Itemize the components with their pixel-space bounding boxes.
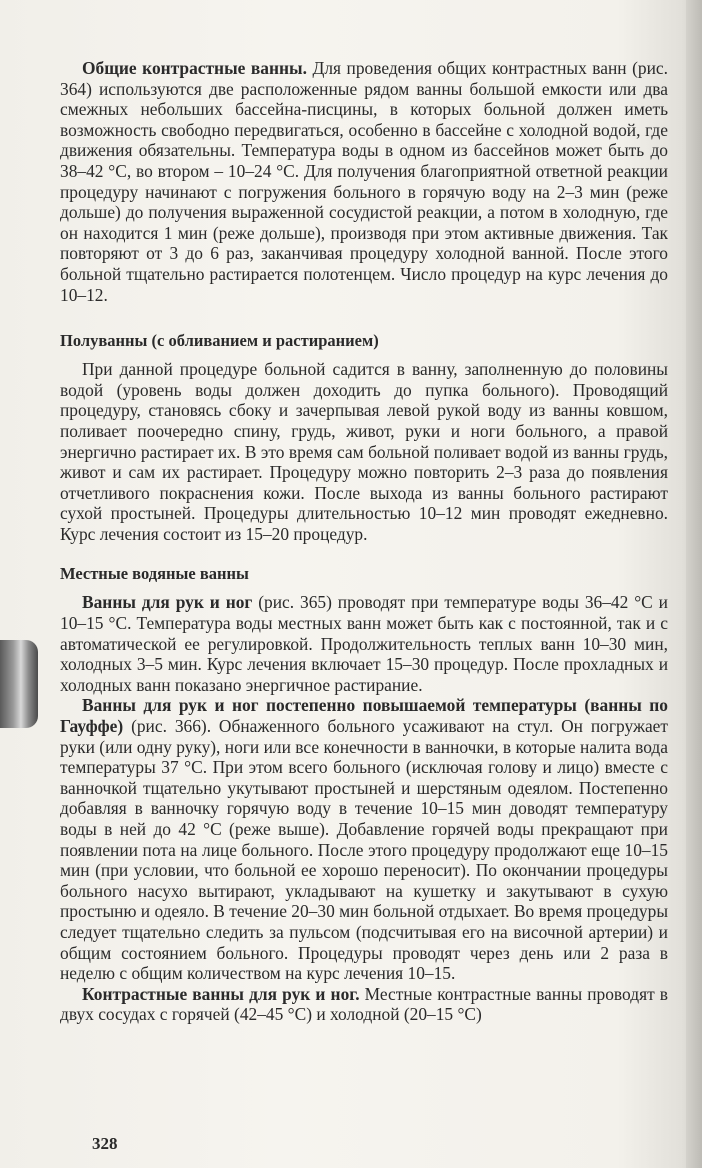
lead-hand-foot-baths: Ванны для рук и ног [82, 592, 253, 613]
binder-clip [0, 640, 38, 728]
lead-gauffe-baths: Ванны для рук и ног постепенно повышаемой температуры (ванны по Гауффе) [60, 695, 668, 737]
heading-half-baths: Полуванны (с обливанием и растиранием) [60, 331, 379, 351]
lead-contrast-hand-foot-baths: Контрастные ванны для рук и ног. [82, 983, 360, 1004]
paragraph-general-contrast-baths: Общие контрастные ванны. Для проведения общих контрастных ванн (рис. 364) используются две расположенные рядом ванны большой емкости или два смежных небольших бассейна-писцины, в которых больной должен иметь возможность свободно передвигаться, особенно в бассейне с холодной водой, где движения обязательны. Температура воды в одном из бассейнов может быть до 38–42 °С, во втором – 10–24 °С. Для получения благоприятной ответной реакции процедуру начинают с погружения больного в горячую воду на 2–3 мин (реже дольше) до получения выраженной сосудистой реакции, а потом в холодную, где он находится 1 мин (реже дольше), производя при этом активные движения. Так повторяют от 3 до 6 раз, заканчивая процедуру холодной ванной. После этого больной тщательно растирается полотенцем. Число процедур на курс лечения до 10–12. [60, 58, 668, 305]
page-body [60, 58, 668, 1025]
paragraph-contrast-hand-foot-baths: Контрастные ванны для рук и ног. Местные контрастные ванны проводят в двух сосудах с горячей (42–45 °С) и холодной (20–15 °С) [60, 983, 668, 1025]
paragraph-hand-foot-baths: Ванны для рук и ног (рис. 365) проводят при температуре воды 36–42 °С и 10–15 °С. Температура воды местных ванн может быть как с постоянной, так и с автоматической ее регулировкой. Продолжительность теплых ванн 10–30 мин, холодных 3–5 мин. Курс лечения включает 15–30 процедур. После прохладных и холодных ванн показано энергичное растирание. [60, 592, 668, 695]
paragraph-gauffe-baths: Ванны для рук и ног постепенно повышаемой температуры (ванны по Гауффе) (рис. 366). Обнаженного больного усаживают на стул. Он погружает руки (или одну руку), ноги или все конечности в ванночки, в которые налита вода температуры 37 °С. При этом всего больного (исключая голову и лицо) вместе с ванночкой тщательно укутывают простыней и шерстяным одеялом. Постепенно добавляя в ванночку горячую воду в течение 10–15 мин доводят температуру воды в ней до 42 °С (реже выше). Добавление горячей воды прекращают при появлении пота на лице больного. После этого процедуру продолжают еще 10–15 мин (при условии, что больной ее хорошо переносит). По окончании процедуры больного насухо вытирают, укладывают на кушетку и закутывают в сухую простыню и одеяло. В течение 20–30 мин больной отдыхает. Во время процедуры следует тщательно следить за пульсом (подсчитывая его на височной артерии) и общим состоянием больного. Процедуры проводят через день или 2 раза в неделю с общим количеством на курс лечения 10–15. [60, 695, 668, 984]
page-number: 328 [92, 1134, 118, 1153]
lead-general-contrast-baths: Общие контрастные ванны. [82, 58, 307, 78]
paragraph-half-baths: При данной процедуре больной садится в ванну, заполненную до половины водой (уровень воды должен доходить до пупка больного). Проводящий процедуру, становясь сбоку и зачерпывая левой рукой воду из ванны ковшом, поливает поочередно спину, грудь, живот, руки и ноги больного, а правой энергично растирает их. В это время сам больной поливает водой из ванны грудь, живот и сам их растирает. Процедуру можно повторить 2–3 раза до появления отчетливого покраснения кожи. После выхода из ванны больного растирают сухой простыней. Процедуры длительностью 10–12 мин проводят ежедневно. Курс лечения состоит из 15–20 процедур. [60, 359, 668, 544]
heading-local-water-baths: Местные водяные ванны [60, 564, 249, 584]
page-edge-shadow [686, 0, 702, 1168]
